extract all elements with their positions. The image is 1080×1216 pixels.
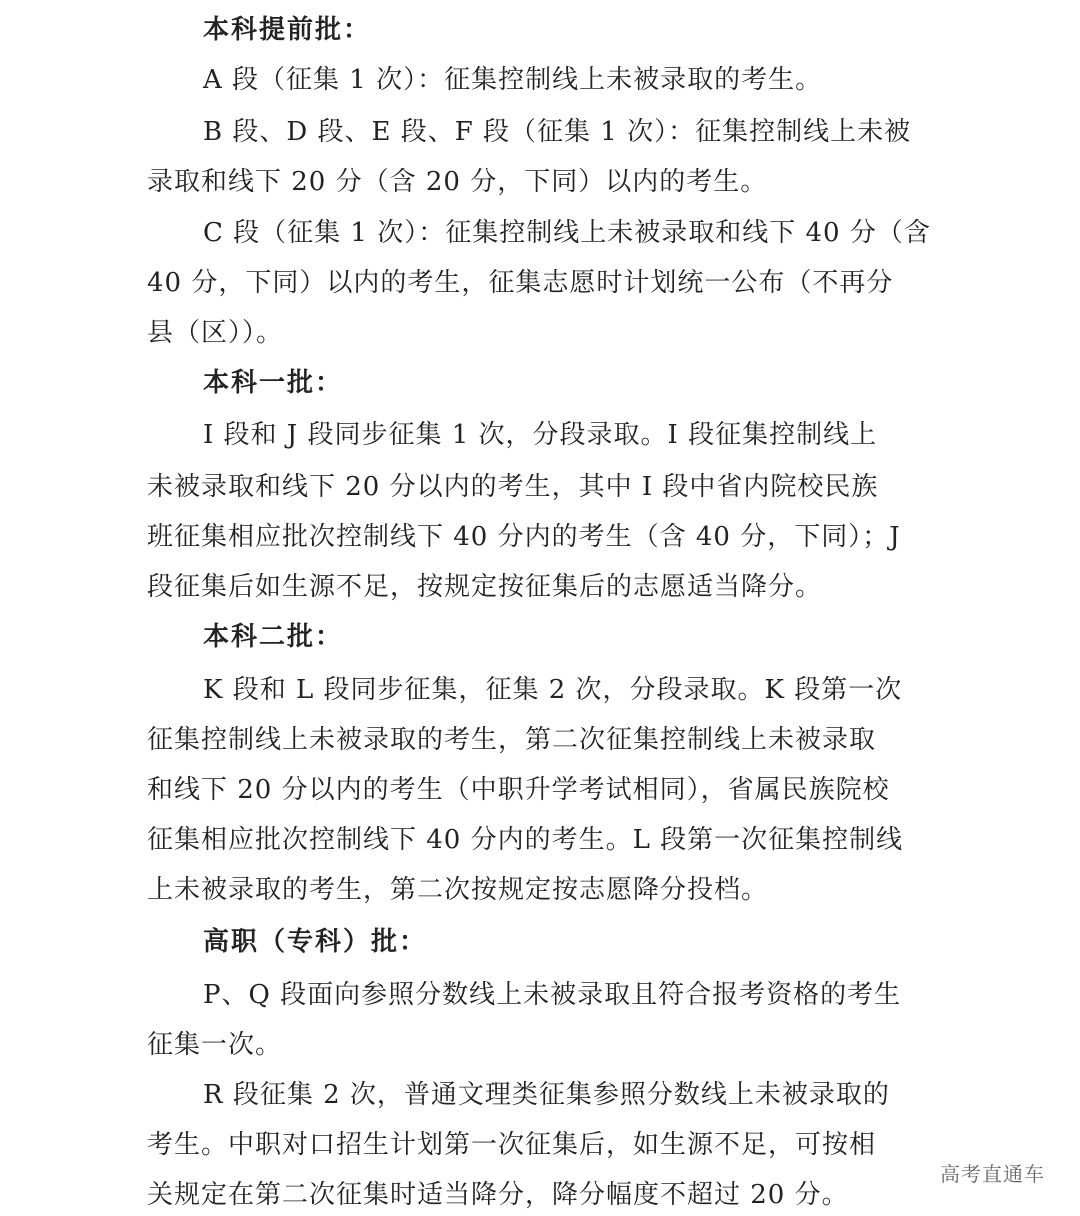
paragraph-line: 40 分，下同）以内的考生，征集志愿时计划统一公布（不再分 <box>147 268 894 298</box>
section-heading: 高职（专科）批： <box>203 927 428 957</box>
paragraph-line: 班征集相应批次控制线下 40 分内的考生（含 40 分，下同）；J <box>147 522 901 552</box>
paragraph-line: 考生。中职对口招生计划第一次征集后，如生源不足，可按相 <box>147 1130 877 1160</box>
paragraph-line: I 段和 J 段同步征集 1 次，分段录取。I 段征集控制线上 <box>203 420 878 450</box>
paragraph-line: 录取和线下 20 分（含 20 分，下同）以内的考生。 <box>147 167 768 197</box>
paragraph-line: B 段、D 段、E 段、F 段（征集 1 次）：征集控制线上未被 <box>203 117 912 147</box>
section-heading: 本科二批： <box>203 622 344 652</box>
paragraph-line: P、Q 段面向参照分数线上未被录取且符合报考资格的考生 <box>203 980 902 1010</box>
paragraph-line: A 段（征集 1 次）：征集控制线上未被录取的考生。 <box>203 65 823 95</box>
watermark: 高考直通车 <box>940 1162 1045 1186</box>
paragraph-line: K 段和 L 段同步征集，征集 2 次，分段录取。K 段第一次 <box>203 675 903 705</box>
paragraph-line: C 段（征集 1 次）：征集控制线上未被录取和线下 40 分（含 <box>203 218 931 248</box>
paragraph-line: 县（区））。 <box>147 318 284 348</box>
paragraph-line: 征集相应批次控制线下 40 分内的考生。L 段第一次征集控制线 <box>147 825 904 855</box>
paragraph-line: 上未被录取的考生，第二次按规定按志愿降分投档。 <box>147 875 769 905</box>
paragraph-line: 征集控制线上未被录取的考生，第二次征集控制线上未被录取 <box>147 725 877 755</box>
paragraph-line: R 段征集 2 次，普通文理类征集参照分数线上未被录取的 <box>203 1080 890 1110</box>
paragraph-line: 征集一次。 <box>147 1030 283 1060</box>
section-heading: 本科一批： <box>203 368 344 398</box>
paragraph-line: 和线下 20 分以内的考生（中职升学考试相同），省属民族院校 <box>147 775 890 805</box>
section-heading: 本科提前批： <box>203 15 372 45</box>
paragraph-line: 未被录取和线下 20 分以内的考生，其中 I 段中省内院校民族 <box>147 472 879 502</box>
paragraph-line: 段征集后如生源不足，按规定按征集后的志愿适当降分。 <box>147 572 823 602</box>
paragraph-line: 关规定在第二次征集时适当降分，降分幅度不超过 20 分。 <box>147 1180 849 1210</box>
